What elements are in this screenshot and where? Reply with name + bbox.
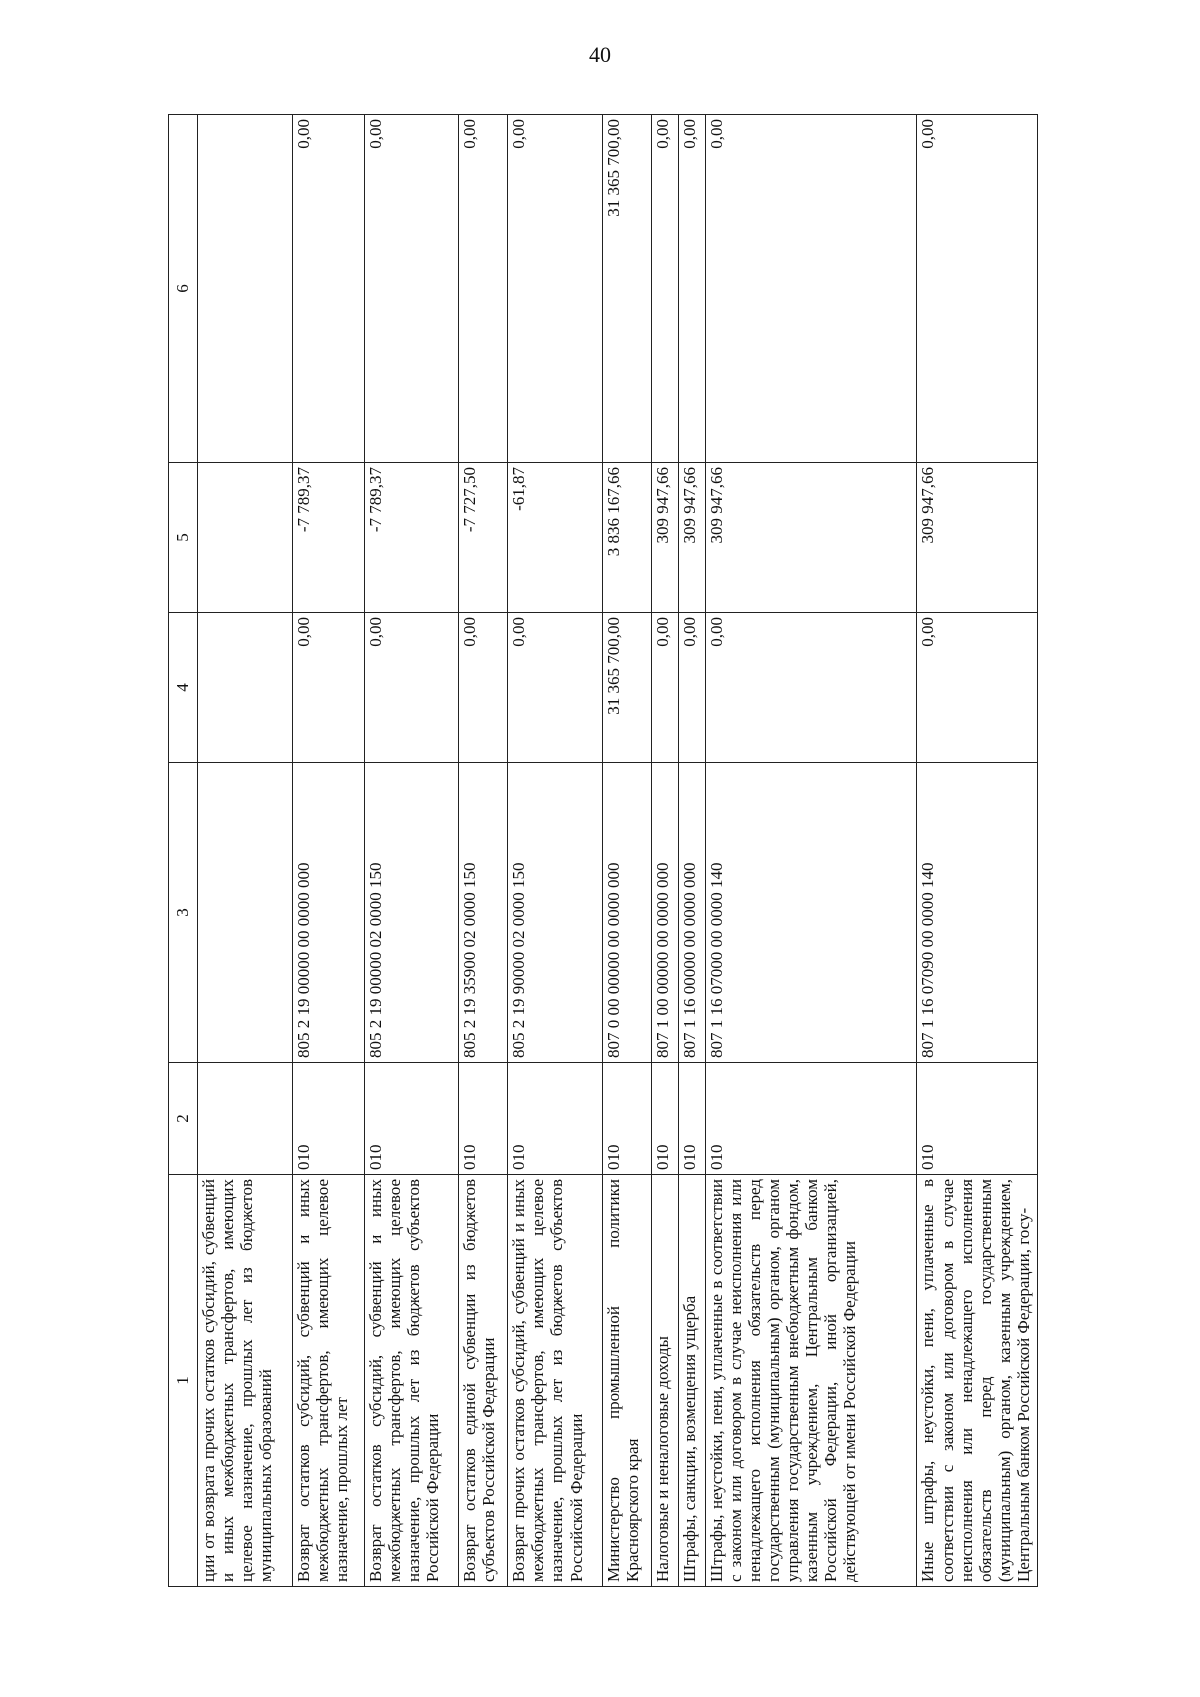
- row-value-5: 309 947,66: [917, 463, 1038, 613]
- row-value-6: 0,00: [652, 115, 679, 463]
- row-name: Министерство промышленной политики Красноярского края: [602, 1175, 651, 1587]
- budget-table: [168, 114, 1038, 1587]
- row-name: ции от возврата прочих остатков субсидий, субвенций и иных межбюджетных трансфертов, имеющих целевое назначение, прошлых лет из бюджетов муниципальных образований: [198, 1175, 293, 1587]
- row-value-6: [198, 115, 293, 463]
- table-row: [705, 115, 917, 1587]
- row-budget-code: 807 1 16 00000 00 0000 000: [679, 763, 706, 1063]
- row-budget-code: 807 1 16 07090 00 0000 140: [917, 763, 1038, 1063]
- row-line-code: 010: [652, 1063, 679, 1175]
- row-name: Штрафы, неустойки, пени, уплаченные в соответствии с законом или договором в случае неисполнения или ненадлежащего исполнения обязательств перед государственным (муниципальным) органом, органом управления государственным внебюджетным фондом, казенным учреждением, Центральным банком Российской Федерации, иной организацией, действующей от имени Российской Федерации: [705, 1175, 917, 1587]
- row-value-6: 0,00: [459, 115, 508, 463]
- table-row: [364, 115, 459, 1587]
- row-value-6: 31 365 700,00: [602, 115, 651, 463]
- row-name: Возврат остатков субсидий, субвенций и иных межбюджетных трансфертов, имеющих целевое назначение, прошлых лет: [292, 1175, 364, 1587]
- table-row: [917, 115, 1038, 1587]
- row-budget-code: 805 2 19 00000 00 0000 000: [292, 763, 364, 1063]
- row-value-4: [198, 613, 293, 763]
- row-value-4: 0,00: [652, 613, 679, 763]
- row-line-code: 010: [679, 1063, 706, 1175]
- budget-table-rotated: [168, 115, 1038, 1587]
- row-budget-code: 807 1 16 07000 00 0000 140: [705, 763, 917, 1063]
- table-row: [679, 115, 706, 1587]
- row-budget-code: 805 2 19 90000 02 0000 150: [508, 763, 603, 1063]
- row-name: Налоговые и неналоговые доходы: [652, 1175, 679, 1587]
- row-value-5: -7 789,37: [364, 463, 459, 613]
- row-value-6: 0,00: [364, 115, 459, 463]
- row-value-5: -7 789,37: [292, 463, 364, 613]
- row-line-code: 010: [705, 1063, 917, 1175]
- row-value-4: 0,00: [508, 613, 603, 763]
- row-value-6: 0,00: [508, 115, 603, 463]
- row-line-code: 010: [917, 1063, 1038, 1175]
- table-row: [652, 115, 679, 1587]
- row-name: Возврат прочих остатков субсидий, субвенций и иных межбюджетных трансфертов, имеющих целевое назначение, прошлых лет из бюджетов субъектов Российской Федерации: [508, 1175, 603, 1587]
- col-header-2: 2: [169, 1063, 198, 1175]
- col-header-5: 5: [169, 463, 198, 613]
- table-row: [459, 115, 508, 1587]
- row-value-5: 309 947,66: [705, 463, 917, 613]
- row-value-6: 0,00: [679, 115, 706, 463]
- row-name: Возврат остатков субсидий, субвенций и иных межбюджетных трансфертов, имеющих целевое назначение, прошлых лет из бюджетов субъектов Российской Федерации: [364, 1175, 459, 1587]
- row-line-code: 010: [364, 1063, 459, 1175]
- row-budget-code: 805 2 19 35900 02 0000 150: [459, 763, 508, 1063]
- row-value-4: 0,00: [679, 613, 706, 763]
- row-name: Штрафы, санкции, возмещения ущерба: [679, 1175, 706, 1587]
- table-row: [292, 115, 364, 1587]
- row-budget-code: 807 1 00 00000 00 0000 000: [652, 763, 679, 1063]
- row-value-5: [198, 463, 293, 613]
- row-line-code: 010: [292, 1063, 364, 1175]
- col-header-3: 3: [169, 763, 198, 1063]
- row-value-4: 0,00: [917, 613, 1038, 763]
- table-header-row: [169, 115, 198, 1587]
- row-name: Иные штрафы, неустойки, пени, уплаченные в соответствии с законом или договором в случае неисполнения или ненадлежащего исполнения обязательств перед государственным (муниципальным) органом, казенным учреждением, Центральным банком Российской Федерации, госу-: [917, 1175, 1038, 1587]
- row-value-4: 0,00: [292, 613, 364, 763]
- row-value-4: 31 365 700,00: [602, 613, 651, 763]
- col-header-4: 4: [169, 613, 198, 763]
- row-line-code: [198, 1063, 293, 1175]
- row-value-4: 0,00: [705, 613, 917, 763]
- table-row: [508, 115, 603, 1587]
- row-value-5: -61,87: [508, 463, 603, 613]
- col-header-6: 6: [169, 115, 198, 463]
- row-value-5: 309 947,66: [679, 463, 706, 613]
- row-value-5: -7 727,50: [459, 463, 508, 613]
- page-number: 40: [589, 42, 611, 67]
- row-value-6: 0,00: [292, 115, 364, 463]
- row-value-4: 0,00: [459, 613, 508, 763]
- row-line-code: 010: [508, 1063, 603, 1175]
- row-budget-code: [198, 763, 293, 1063]
- row-budget-code: 807 0 00 00000 00 0000 000: [602, 763, 651, 1063]
- table-row: [602, 115, 651, 1587]
- row-value-6: 0,00: [705, 115, 917, 463]
- row-value-4: 0,00: [364, 613, 459, 763]
- col-header-1: 1: [169, 1175, 198, 1587]
- row-value-6: 0,00: [917, 115, 1038, 463]
- row-name: Возврат остатков единой субвенции из бюджетов субъектов Российской Федерации: [459, 1175, 508, 1587]
- row-value-5: 309 947,66: [652, 463, 679, 613]
- row-budget-code: 805 2 19 00000 02 0000 150: [364, 763, 459, 1063]
- row-value-5: 3 836 167,66: [602, 463, 651, 613]
- table-row: [198, 115, 293, 1587]
- row-line-code: 010: [602, 1063, 651, 1175]
- row-line-code: 010: [459, 1063, 508, 1175]
